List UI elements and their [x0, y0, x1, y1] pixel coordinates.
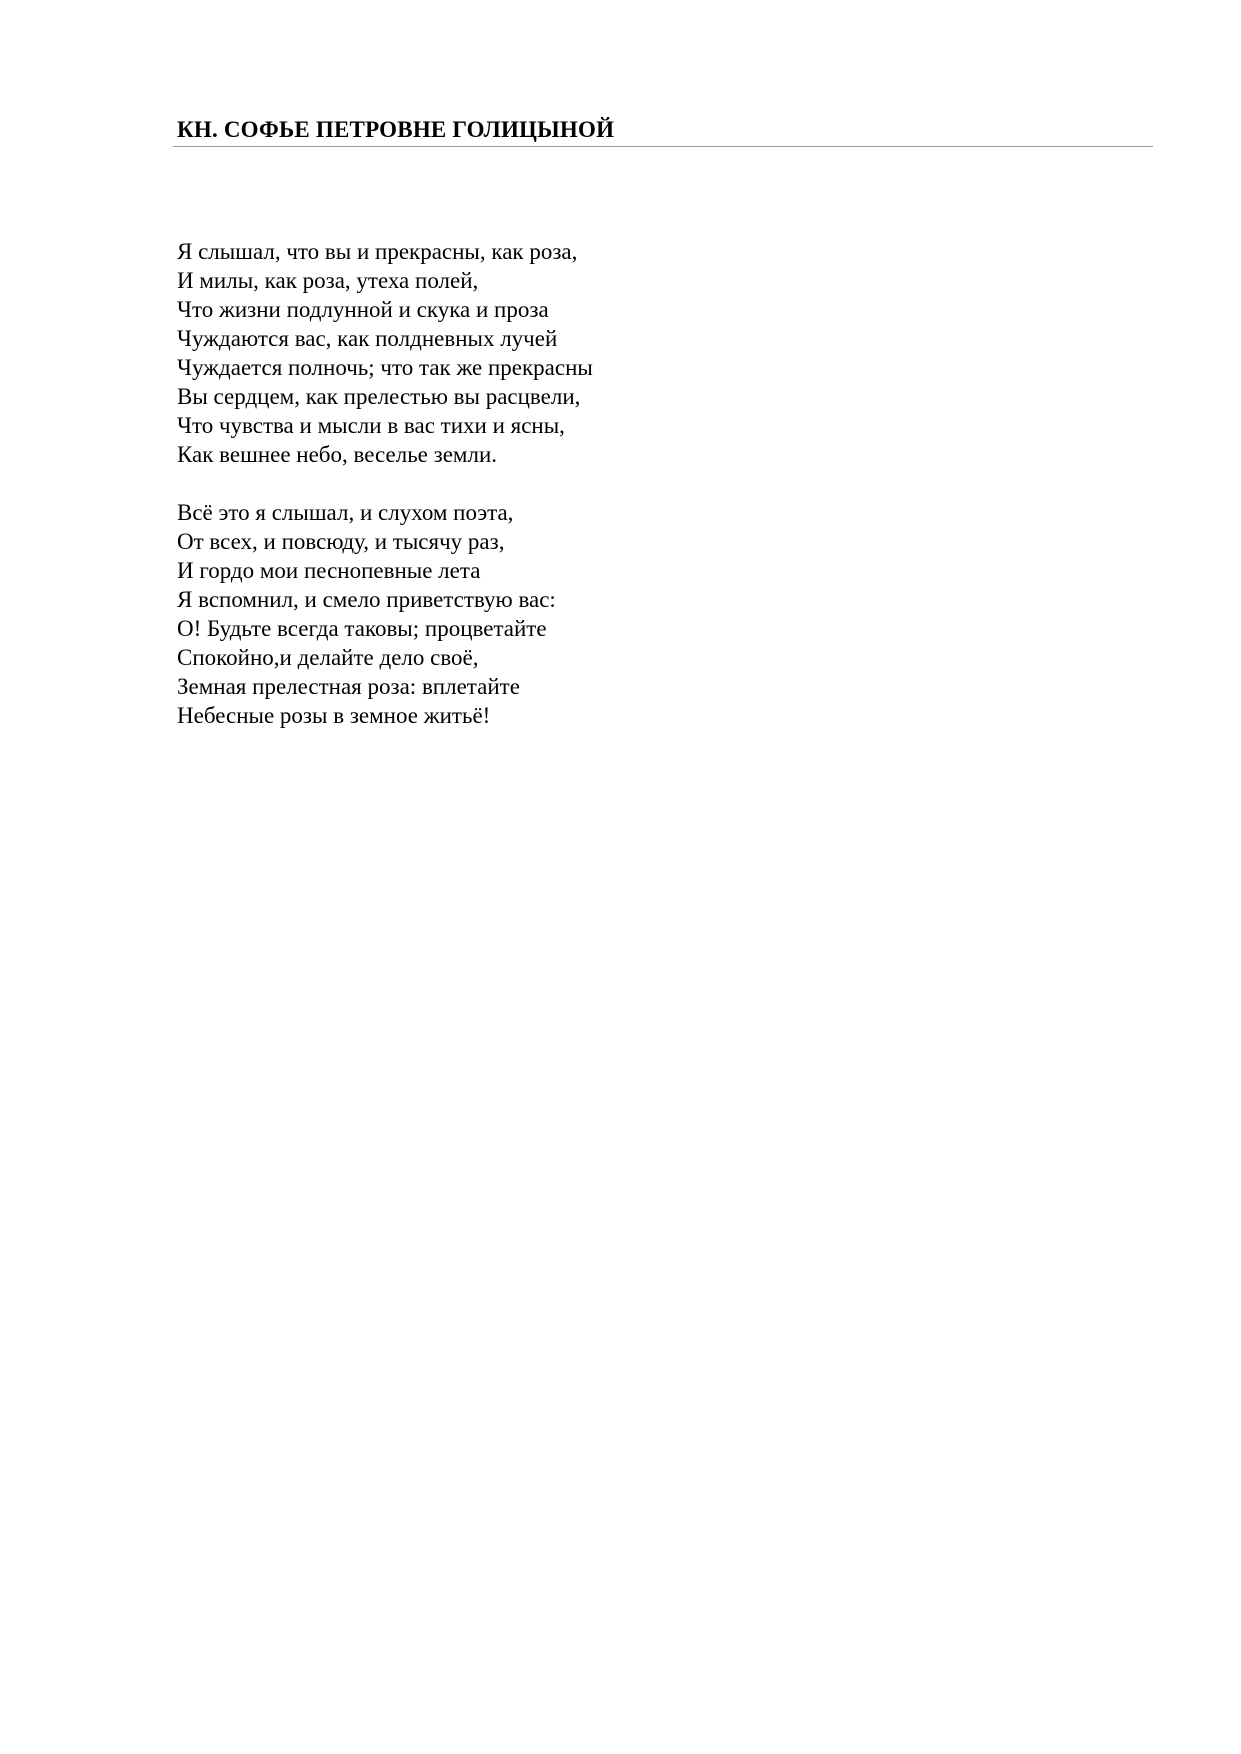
poem-line: Я слышал, что вы и прекрасны, как роза, [177, 239, 578, 264]
poem-line: Как вешнее небо, веселье земли. [177, 442, 498, 467]
poem-line: Я вспомнил, и смело приветствую вас: [177, 587, 556, 612]
page-title: КН. СОФЬЕ ПЕТРОВНЕ ГОЛИЦЫНОЙ [177, 117, 615, 142]
stanza-1 [177, 237, 593, 469]
poem-line: Вы сердцем, как прелестью вы расцвели, [177, 384, 581, 409]
poem-line: Небесные розы в земное житьё! [177, 703, 491, 728]
poem-line: Чуждаются вас, как полдневных лучей [177, 326, 558, 351]
poem-line: Земная прелестная роза: вплетайте [177, 674, 520, 699]
poem-body [177, 237, 593, 730]
poem-line: От всех, и повсюду, и тысячу раз, [177, 529, 505, 554]
poem-line: И гордо мои песнопевные лета [177, 558, 481, 583]
title-divider [173, 146, 1153, 147]
poem-line: И милы, как роза, утеха полей, [177, 268, 479, 293]
poem-line: Что чувства и мысли в вас тихи и ясны, [177, 413, 565, 438]
poem-line: Что жизни подлунной и скука и проза [177, 297, 549, 322]
poem-line: Чуждается полночь; что так же прекрасны [177, 355, 593, 380]
poem-line: Всё это я слышал, и слухом поэта, [177, 500, 514, 525]
poem-line: Спокойно,и делайте дело своё, [177, 645, 479, 670]
poem-line: О! Будьте всегда таковы; процветайте [177, 616, 547, 641]
stanza-2 [177, 498, 593, 730]
